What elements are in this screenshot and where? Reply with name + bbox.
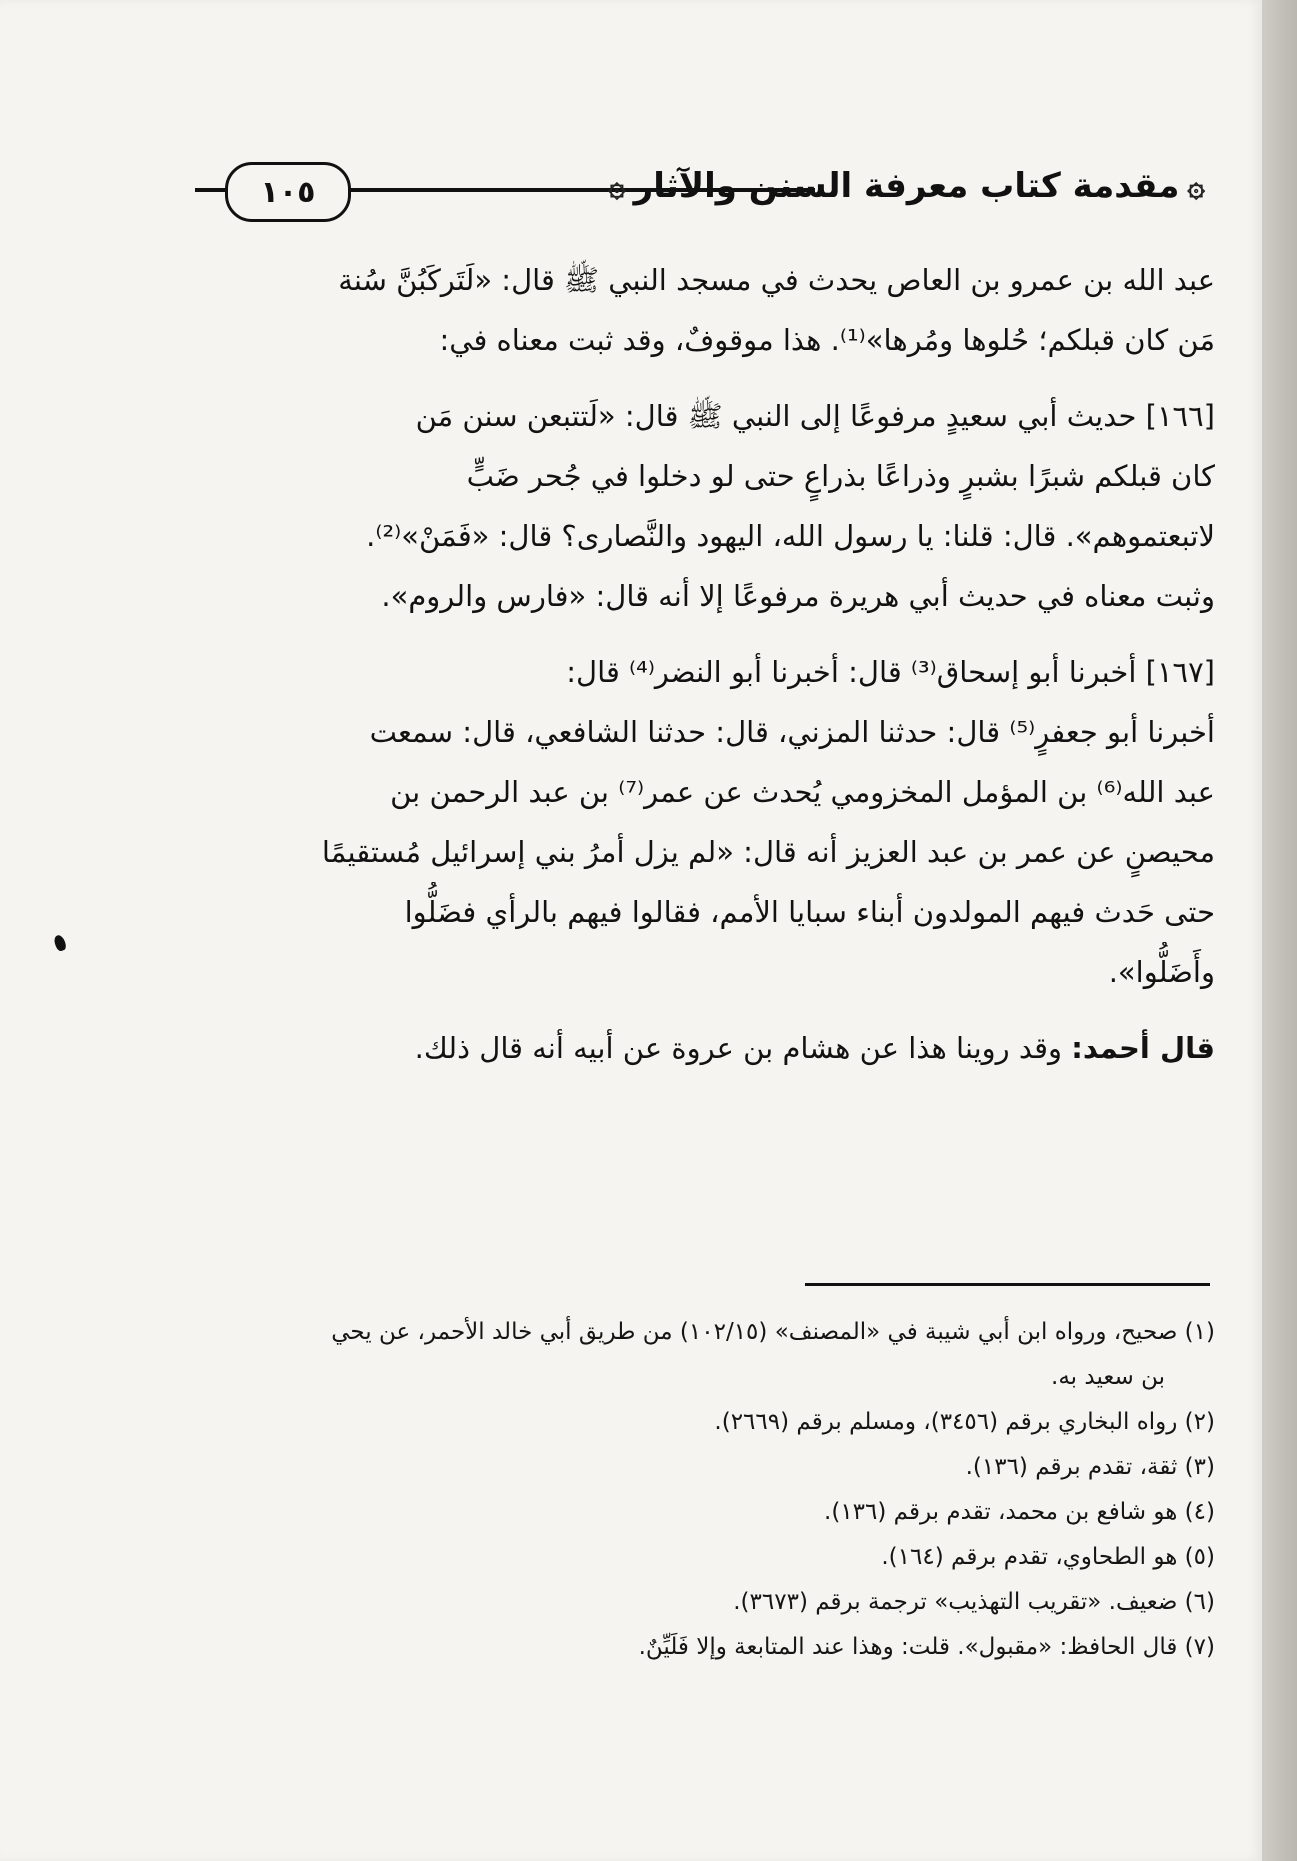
paragraph (195, 642, 1215, 1002)
running-title-text: مقدمة كتاب معرفة السنن والآثار (633, 166, 1180, 206)
text-line: [١٦٦] حديث أبي سعيدٍ مرفوعًا إلى النبي ﷺ قال: «لَتتبعن سنن مَن (415, 399, 1215, 433)
text-line: وثبت معناه في حديث أبي هريرة مرفوعًا إلا أنه قال: «فارس والروم». (381, 579, 1215, 613)
footnote: (٦) ضعيف. «تقريب التهذيب» ترجمة برقم (٣٦٧٣). (733, 1589, 1215, 1615)
running-title (608, 156, 1205, 216)
text-line: مَن كان قبلكم؛ حُلوها ومُرها»⁽¹⁾. هذا موقوفٌ، وقد ثبت معناه في: (439, 323, 1215, 357)
text-line: عبد الله⁽⁶⁾ بن المؤمل المخزومي يُحدث عن عمر⁽⁷⁾ بن عبد الرحمن بن (390, 775, 1215, 809)
footnote: (٤) هو شافع بن محمد، تقدم برقم (١٣٦). (824, 1499, 1215, 1525)
footnote-continuation: بن سعيد به. (1051, 1364, 1165, 1390)
text-line: لاتبعتموهم». قال: قلنا: يا رسول الله، اليهود والنَّصارى؟ قال: «فَمَنْ»⁽²⁾. (366, 519, 1215, 553)
ornament-icon: ۞ (608, 168, 626, 204)
book-spine (1262, 0, 1297, 1861)
author-label: قال أحمد: (1071, 1031, 1215, 1065)
ink-mark (53, 934, 68, 952)
text-segment: وقد روينا هذا عن هشام بن عروة عن أبيه أنه قال ذلك. (414, 1031, 1072, 1065)
text-line: كان قبلكم شبرًا بشبرٍ وذراعًا بذراعٍ حتى لو دخلوا في جُحر ضَبٍّ (466, 459, 1215, 493)
footnotes (195, 1310, 1215, 1670)
page-header (195, 150, 1205, 230)
text-line (195, 1018, 1215, 1078)
ornament-icon: ۞ (1187, 168, 1205, 204)
footnote: (١) صحيح، ورواه ابن أبي شيبة في «المصنف» (١٠٢/١٥) من طريق أبي خالد الأحمر، عن يحي (331, 1319, 1215, 1345)
paragraph (195, 250, 1215, 370)
text-line: [١٦٧] أخبرنا أبو إسحاق⁽³⁾ قال: أخبرنا أبو النضر⁽⁴⁾ قال: (566, 655, 1215, 689)
footnote-separator (805, 1283, 1210, 1286)
paragraph (195, 386, 1215, 626)
footnote: (٧) قال الحافظ: «مقبول». قلت: وهذا عند المتابعة وإلا فَلَيِّنٌ. (638, 1634, 1215, 1660)
text-line: أخبرنا أبو جعفرٍ⁽⁵⁾ قال: حدثنا المزني، قال: حدثنا الشافعي، قال: سمعت (369, 715, 1215, 749)
text-line: عبد الله بن عمرو بن العاص يحدث في مسجد النبي ﷺ قال: «لَتَركَبُنَّ سُنة (338, 263, 1215, 297)
text-line: حتى حَدث فيهم المولدون أبناء سبايا الأمم، فقالوا فيهم بالرأي فضَلُّوا (404, 895, 1215, 929)
text-line: محيصنٍ عن عمر بن عبد العزيز أنه قال: «لم يزل أمرُ بني إسرائيل مُستقيمًا (321, 835, 1215, 869)
text-line: وأَضَلُّوا». (1108, 955, 1215, 989)
footnote: (٢) رواه البخاري برقم (٣٤٥٦)، ومسلم برقم (٢٦٦٩). (714, 1409, 1215, 1435)
page-number: ١٠٥ (225, 162, 351, 222)
paragraph (195, 1018, 1215, 1078)
footnote: (٣) ثقة، تقدم برقم (١٣٦). (965, 1454, 1215, 1480)
main-text (195, 250, 1215, 1094)
footnote: (٥) هو الطحاوي، تقدم برقم (١٦٤). (881, 1544, 1215, 1570)
